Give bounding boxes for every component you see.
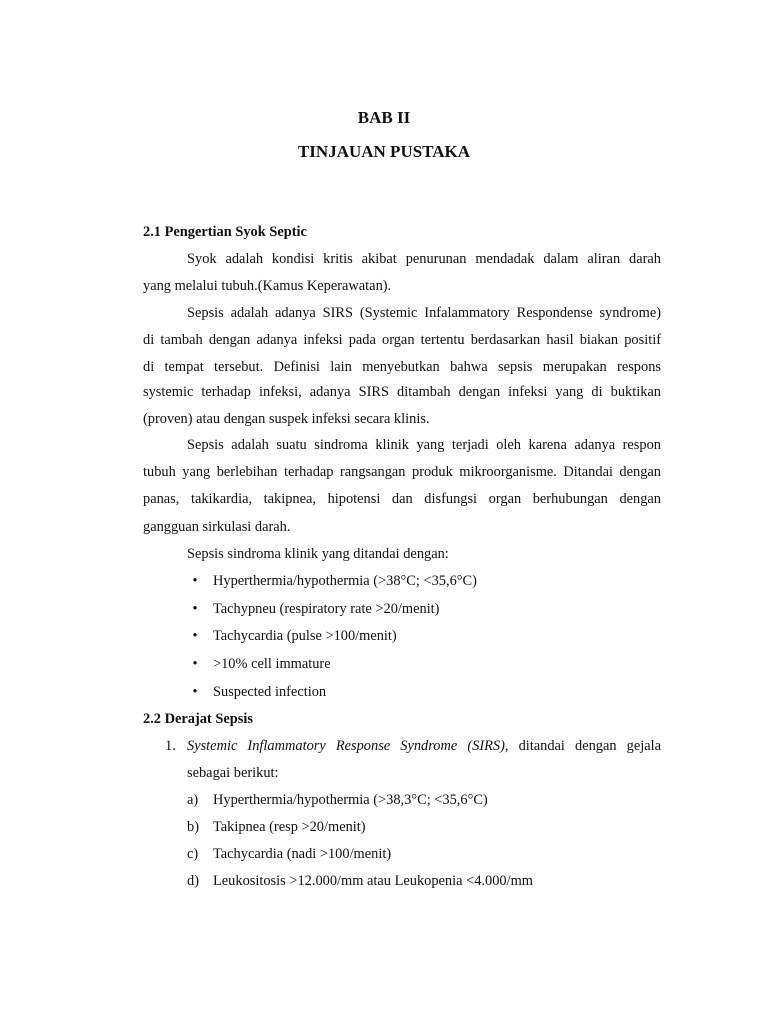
paragraph-line: di tambah dengan adanya infeksi pada organ tertentu berdasarkan hasil biakan positif [143,332,661,348]
paragraph-line: tubuh yang berlebihan terhadap rangsangan produk mikroorganisme. Ditandai dengan [143,464,661,480]
list-item: Tachypneu (respiratory rate >20/menit) [213,601,440,617]
paragraph-line: gangguan sirkulasi darah. [143,519,291,535]
sub-item: Takipnea (resp >20/menit) [213,819,366,835]
bullet-dot: • [192,684,198,700]
bullet-dot: • [192,656,198,672]
chapter-title: TINJAUAN PUSTAKA [297,142,471,161]
sub-item: Leukositosis >12.000/mm atau Leukopenia <4.000/mm [213,873,533,889]
paragraph-line: Sepsis adalah adanya SIRS (Systemic Infalammatory Respondense syndrome) [187,305,661,321]
numbered-item-line: sebagai berikut: [187,765,279,781]
paragraph-line: di tempat tersebut. Definisi lain menyebutkan bahwa sepsis merupakan respons [143,359,661,375]
paragraph-line: yang melalui tubuh.(Kamus Keperawatan). [143,278,392,294]
paragraph-line: systemic terhadap infeksi, adanya SIRS ditambah dengan infeksi yang di buktikan [143,384,661,400]
list-item: Suspected infection [213,684,327,700]
numbered-item-line [187,738,661,755]
bullet-dot: • [192,628,198,644]
list-number: 1. [165,738,176,754]
bullet-dot: • [192,601,198,617]
paragraph-line: Syok adalah kondisi kritis akibat penurunan mendadak dalam aliran darah [187,251,661,267]
chapter-number: BAB II [357,108,411,127]
sub-item-mark: a) [187,792,199,808]
sub-item-mark: c) [187,846,199,862]
sub-item: Hyperthermia/hypothermia (>38,3°C; <35,6°C) [213,792,488,808]
term-rest: , ditandai dengan gejala [504,738,661,754]
paragraph-line: panas, takikardia, takipnea, hipotensi dan disfungsi organ berhubungan dengan [143,491,661,507]
paragraph-line: Sepsis sindroma klinik yang ditandai dengan: [187,546,449,562]
bullet-dot: • [192,573,198,589]
sub-item-mark: b) [187,819,199,835]
list-item: Hyperthermia/hypothermia (>38°C; <35,6°C) [213,573,477,589]
section-heading: 2.1 Pengertian Syok Septic [143,224,307,240]
sub-item: Tachycardia (nadi >100/menit) [213,846,392,862]
paragraph-line: (proven) atau dengan suspek infeksi secara klinis. [143,411,430,427]
paragraph-line: Sepsis adalah suatu sindroma klinik yang terjadi oleh karena adanya respon [187,437,661,453]
section-heading: 2.2 Derajat Sepsis [143,711,253,727]
sub-item-mark: d) [187,873,199,889]
list-item: Tachycardia (pulse >100/menit) [213,628,397,644]
term-italic: Systemic Inflammatory Response Syndrome (SIRS) [187,738,505,754]
list-item: >10% cell immature [213,656,331,672]
